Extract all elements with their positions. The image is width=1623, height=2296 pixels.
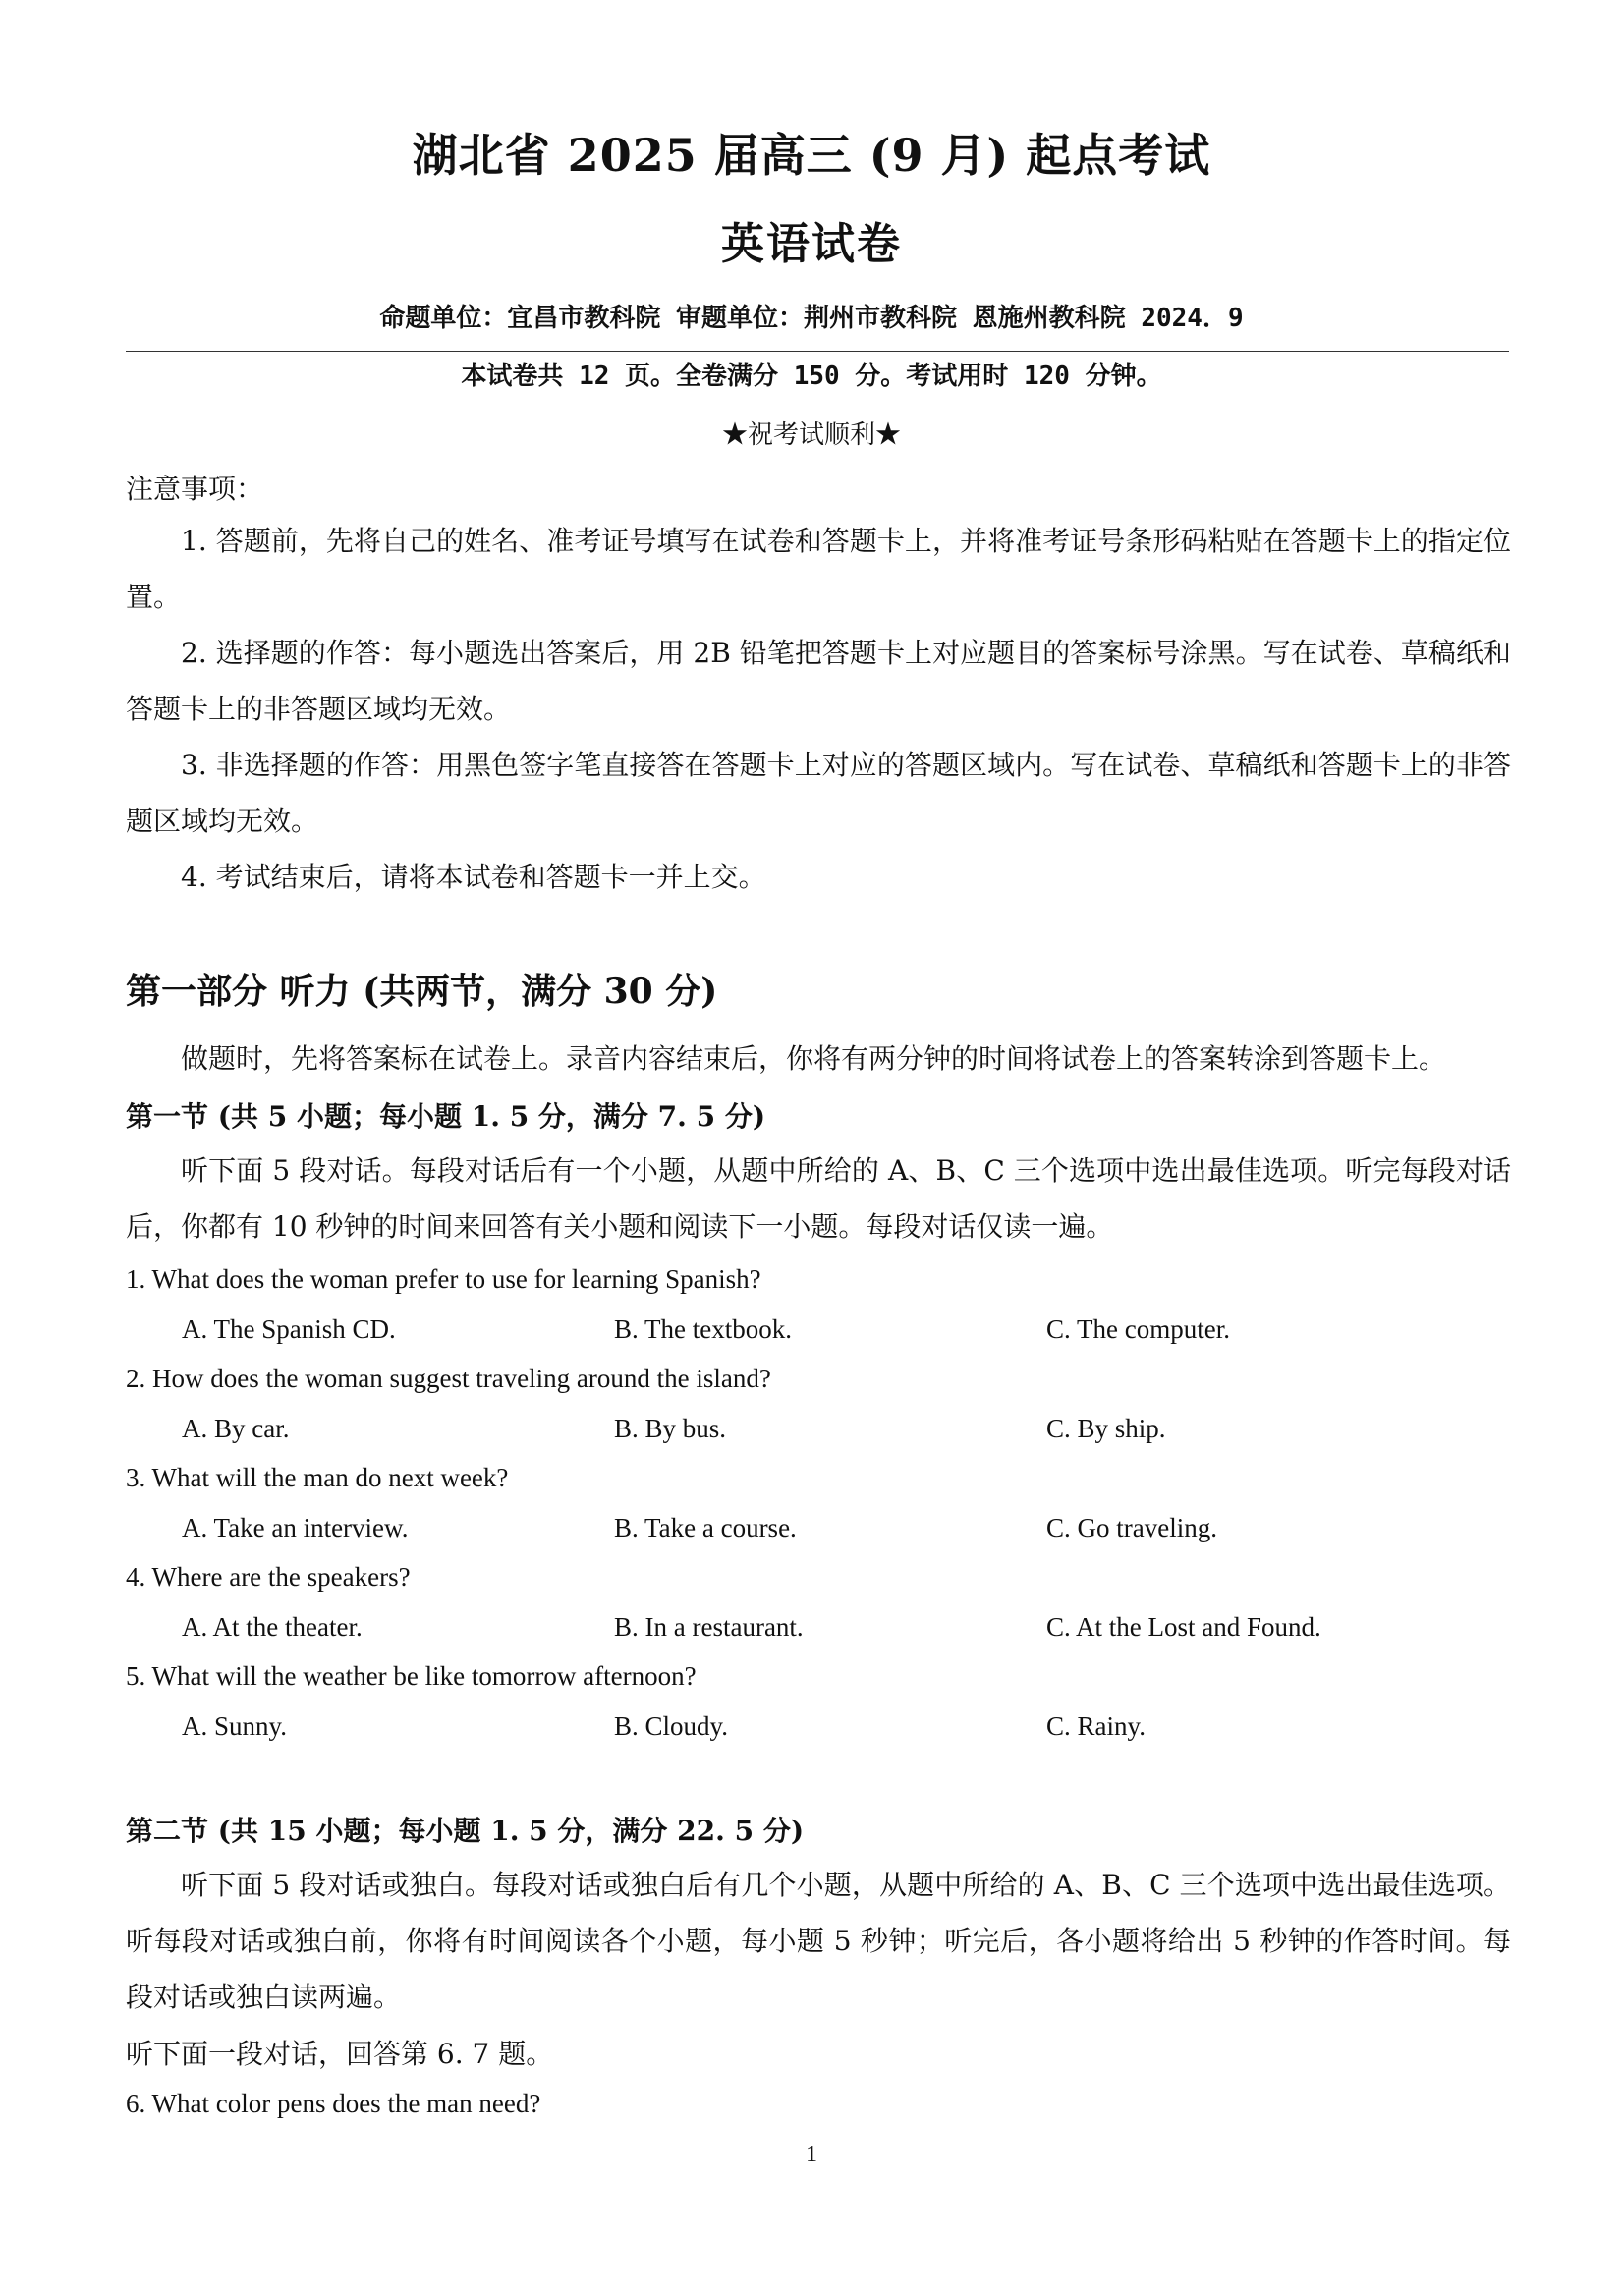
section2-sub-instruction: 听下面一段对话，回答第 6. 7 题。 <box>126 2038 554 2070</box>
question-2-option-b: B. By bus. <box>614 1414 727 1443</box>
question-5-option-a: A. Sunny. <box>182 1711 288 1741</box>
question-1-option-b: B. The textbook. <box>614 1315 792 1344</box>
question-3-option-b: B. Take a course. <box>614 1513 797 1542</box>
authoring-units: 命题单位：宜昌市教科院 审题单位：荆州市教科院 恩施州教科院 2024．9 <box>379 304 1244 333</box>
notes-label: 注意事项： <box>126 473 264 505</box>
note-item-3: 3. 非选择题的作答：用黑色签字笔直接答在答题卡上对应的答题区域内。写在试卷、草稿纸和答题卡上的非答题区域均无效。 <box>126 749 1511 837</box>
question-5-option-c: C. Rainy. <box>1046 1711 1146 1741</box>
section2-instruction: 听下面 5 段对话或独白。每段对话或独白后有几个小题，从题中所给的 A、B、C 三个选项中选出最佳选项。听每段对话或独白前，你将有时间阅读各个小题，每小题 5 秒钟；听完后，各小题将给出 5 秒钟的作答时间。每段对话或独白读两遍。 <box>126 1869 1511 2013</box>
section1-instruction: 听下面 5 段对话。每段对话后有一个小题，从题中所给的 A、B、C 三个选项中选出最佳选项。听完每段对话后，你都有 10 秒钟的时间来回答有关小题和阅读下一小题。每段对话仅读一遍。 <box>126 1154 1511 1243</box>
question-5: 5. What will the weather be like tomorrow afternoon? <box>126 1661 697 1691</box>
part1-instruction: 做题时，先将答案标在试卷上。录音内容结束后，你将有两分钟的时间将试卷上的答案转涂到答题卡上。 <box>181 1042 1447 1075</box>
note-item-1: 1. 答题前，先将自己的姓名、准考证号填写在试卷和答题卡上，并将准考证号条形码粘贴在答题卡上的指定位置。 <box>126 525 1511 613</box>
part1-heading: 第一部分 听力 (共两节，满分 30 分) <box>126 971 718 1012</box>
question-2-option-c: C. By ship. <box>1046 1414 1166 1443</box>
section1-heading: 第一节 (共 5 小题；每小题 1. 5 分，满分 7. 5 分) <box>126 1100 766 1133</box>
question-6: 6. What color pens does the man need? <box>126 2089 541 2118</box>
page-info: 本试卷共 12 页。全卷满分 150 分。考试用时 120 分钟。 <box>461 362 1162 391</box>
question-3-option-a: A. Take an interview. <box>182 1513 409 1542</box>
exam-title: 湖北省 2025 届高三 (9 月) 起点考试 <box>412 129 1211 182</box>
note-item-4: 4. 考试结束后，请将本试卷和答题卡一并上交。 <box>181 861 766 893</box>
note-item-2: 2. 选择题的作答：每小题选出答案后，用 2B 铅笔把答题卡上对应题目的答案标号涂黑。写在试卷、草稿纸和答题卡上的非答题区域均无效。 <box>126 637 1511 725</box>
question-1-option-c: C. The computer. <box>1046 1315 1230 1344</box>
question-4-option-a: A. At the theater. <box>182 1612 363 1642</box>
exam-subtitle: 英语试卷 <box>721 219 902 269</box>
question-4-option-b: B. In a restaurant. <box>614 1612 804 1642</box>
page-number: 1 <box>806 2142 817 2167</box>
question-1: 1. What does the woman prefer to use for learning Spanish? <box>126 1264 761 1294</box>
header-divider <box>126 351 1509 352</box>
question-3: 3. What will the man do next week? <box>126 1463 509 1492</box>
good-luck-line: ★祝考试顺利★ <box>721 420 901 450</box>
question-4-option-c: C. At the Lost and Found. <box>1046 1612 1321 1642</box>
question-3-option-c: C. Go traveling. <box>1046 1513 1217 1542</box>
question-4: 4. Where are the speakers? <box>126 1562 411 1592</box>
question-2-option-a: A. By car. <box>182 1414 290 1443</box>
question-2: 2. How does the woman suggest traveling around the island? <box>126 1364 771 1393</box>
section2-heading: 第二节 (共 15 小题；每小题 1. 5 分，满分 22. 5 分) <box>126 1815 805 1847</box>
question-5-option-b: B. Cloudy. <box>614 1711 729 1741</box>
question-1-option-a: A. The Spanish CD. <box>182 1315 396 1344</box>
